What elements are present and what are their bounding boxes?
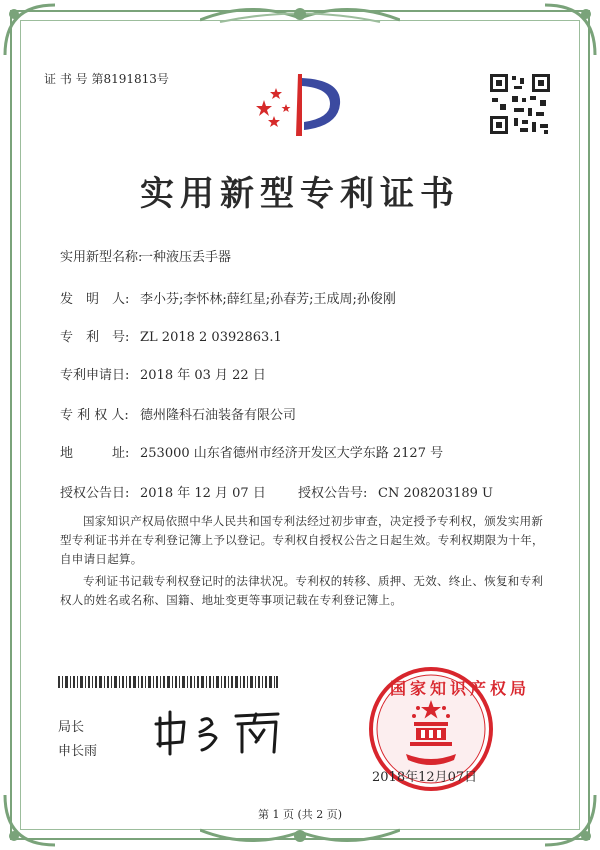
field-grant-no: [298, 482, 493, 501]
barcode: [58, 676, 278, 688]
field-filing-date-label: 专利申请日:: [60, 368, 130, 383]
border-frame-inner: [20, 20, 580, 830]
field-patentee: [60, 404, 296, 423]
field-grant-date-label: 授权公告日:: [60, 486, 130, 501]
bottom-ornament: [200, 820, 400, 850]
seal-text: 国家知识产权局: [390, 679, 531, 698]
cert-no-suffix: 号: [156, 72, 169, 86]
field-patent-no-label: 专 利 号:: [60, 330, 130, 345]
field-grant-date-value: 2018 年 12 月 07 日: [140, 486, 266, 501]
signature-name: 申长雨: [58, 744, 98, 759]
cert-no-value: 8191813: [103, 72, 157, 86]
handwritten-signature: [150, 706, 300, 758]
field-patent-no: [60, 326, 282, 345]
field-patentee-value: 德州隆科石油装备有限公司: [140, 408, 297, 423]
field-name-label: 实用新型名称:: [60, 250, 143, 265]
field-filing-date-value: 2018 年 03 月 22 日: [140, 368, 266, 383]
field-address-label: 地 址:: [60, 446, 130, 461]
field-address: [60, 442, 443, 461]
field-address-value: 253000 山东省德州市经济开发区大学东路 2127 号: [140, 446, 444, 461]
field-inventor: [60, 288, 396, 307]
paragraph-grant: 国家知识产权局依照中华人民共和国专利法经过初步审查，决定授予专利权，颁发实用新型专利证书并在专利登记簿上予以登记。专利权自授权公告之日起生效。专利权期限为十年，自申请日起算。: [60, 514, 544, 566]
field-patentee-label: 专 利 权 人:: [60, 408, 129, 423]
field-grant-no-label: 授权公告号:: [298, 486, 368, 501]
page-number: 第 1 页 (共 2 页): [257, 808, 343, 821]
paragraph-register: 专利证书记载专利权登记时的法律状况。专利权的转移、质押、无效、终止、恢复和专利权人的姓名或名称、国籍、地址变更等事项记载在专利登记簿上。: [60, 574, 544, 607]
field-patent-no-value: ZL 2018 2 0392863.1: [140, 330, 282, 345]
top-ornament: [200, 0, 400, 30]
field-name-value: 一种液压丢手器: [140, 250, 232, 265]
seal-date: 2018年12月07日: [372, 770, 478, 785]
corner-ornament-tr: [540, 0, 600, 60]
certificate-number: [44, 70, 169, 87]
field-grant-date: [60, 482, 266, 501]
corner-ornament-tl: [0, 0, 60, 60]
patent-office-logo: [250, 70, 350, 140]
field-inventor-label: 发 明 人:: [60, 292, 130, 307]
field-grant-no-value: CN 208203189 U: [378, 486, 493, 501]
signature-role: 局长: [58, 720, 85, 735]
field-name: [60, 246, 231, 265]
cert-no-label: 证 书 号 第: [44, 72, 104, 86]
page-title: 实用新型专利证书: [140, 174, 460, 214]
field-inventor-value: 李小芬;李怀林;薛红星;孙春芳;王成周;孙俊刚: [140, 292, 396, 307]
qr-code: [488, 72, 552, 136]
field-filing-date: [60, 364, 266, 383]
